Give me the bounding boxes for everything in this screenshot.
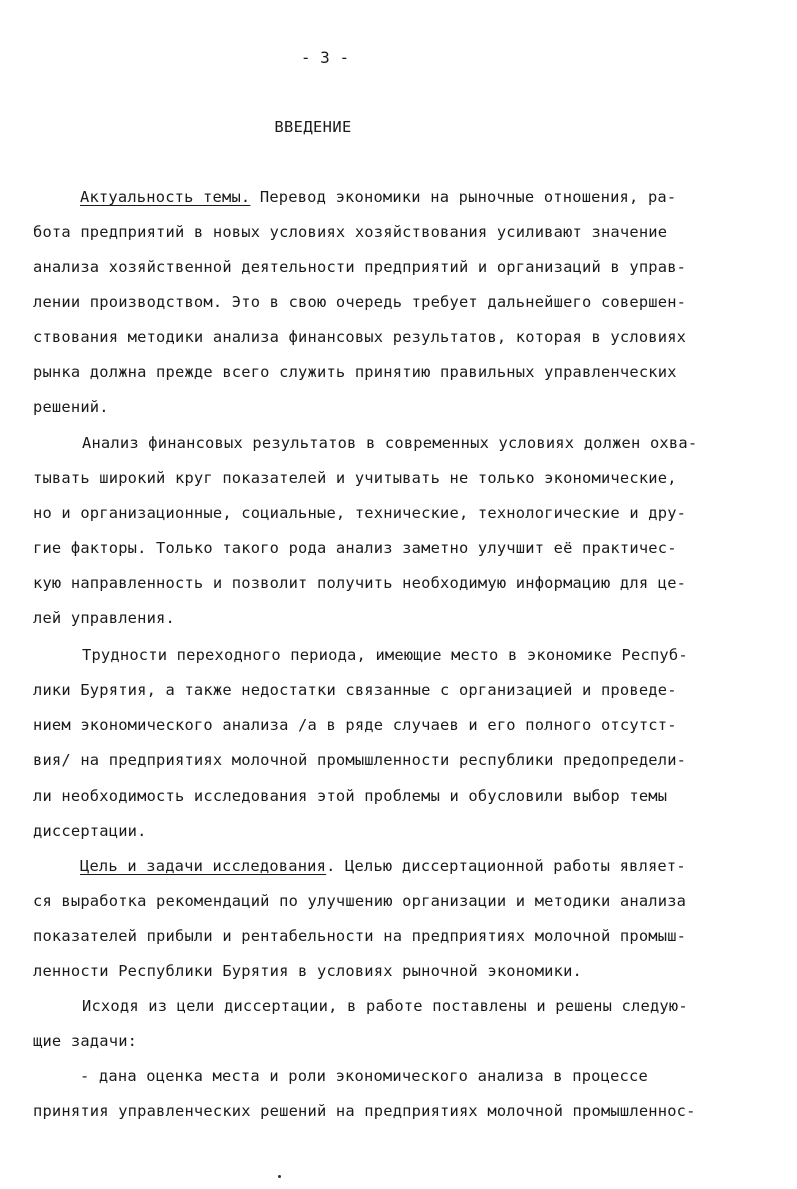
text-line: решений. — [33, 398, 109, 416]
text-line: лей управления. — [33, 609, 175, 627]
text-line: нием экономического анализа /а в ряде случаев и его полного отсутст- — [33, 716, 677, 734]
text-line: анализа хозяйственной деятельности предприятий и организаций в управ- — [33, 258, 687, 276]
text-line — [80, 187, 676, 207]
text-line: лики Бурятия, а также недостатки связанные с организацией и проведе- — [33, 681, 677, 699]
text-line: ленности Республики Бурятия в условиях рыночной экономики. — [33, 962, 583, 980]
text-line: рынка должна прежде всего служить принятию правильных управленческих — [33, 363, 677, 381]
text-line: гие факторы. Только такого рода анализ заметно улучшит её практичес- — [33, 539, 677, 557]
text-line: тывать широкий круг показателей и учитывать не только экономические, — [33, 469, 677, 487]
scan-speck — [278, 1175, 281, 1178]
text-line: показателей прибыли и рентабельности на предприятиях молочной промыш- — [33, 927, 687, 945]
text-line: ствования методики анализа финансовых результатов, которая в условиях — [33, 328, 687, 346]
section-heading: ВВЕДЕНИЕ — [274, 118, 352, 136]
line-text: . Целью диссертационной работы являет- — [326, 857, 686, 875]
text-line: вия/ на предприятиях молочной промышленности республики предопредели- — [33, 751, 687, 769]
underlined-phrase: Цель и задачи исследования — [80, 857, 327, 875]
text-line — [80, 856, 686, 876]
page-number: - 3 - — [300, 48, 350, 67]
text-line: - дана оценка места и роли экономического анализа в процессе — [80, 1067, 648, 1085]
text-line: Исходя из цели диссертации, в работе поставлены и решены следую- — [82, 997, 688, 1015]
text-line: ли необходимость исследования этой проблемы и обусловили выбор темы — [33, 787, 668, 805]
line-text: Перевод экономики на рыночные отношения, ра- — [250, 188, 677, 206]
text-line: лении производством. Это в свою очередь требует дальнейшего совершен- — [33, 293, 687, 311]
text-line: кую направленность и позволит получить необходимую информацию для це- — [33, 574, 687, 592]
text-line: ся выработка рекомендаций по улучшению организации и методики анализа — [33, 892, 687, 910]
text-line: диссертации. — [33, 822, 147, 840]
underlined-phrase: Актуальность темы. — [80, 188, 251, 206]
text-line: щие задачи: — [33, 1032, 138, 1050]
text-line: принятия управленческих решений на предприятиях молочной промышленнос- — [33, 1102, 696, 1120]
text-line: бота предприятий в новых условиях хозяйствования усиливают значение — [33, 223, 668, 241]
text-line: Анализ финансовых результатов в современных условиях должен охва- — [82, 434, 698, 452]
text-line: но и организационные, социальные, технические, технологические и дру- — [33, 504, 687, 522]
text-line: Трудности переходного периода, имеющие место в экономике Респуб- — [82, 646, 688, 664]
